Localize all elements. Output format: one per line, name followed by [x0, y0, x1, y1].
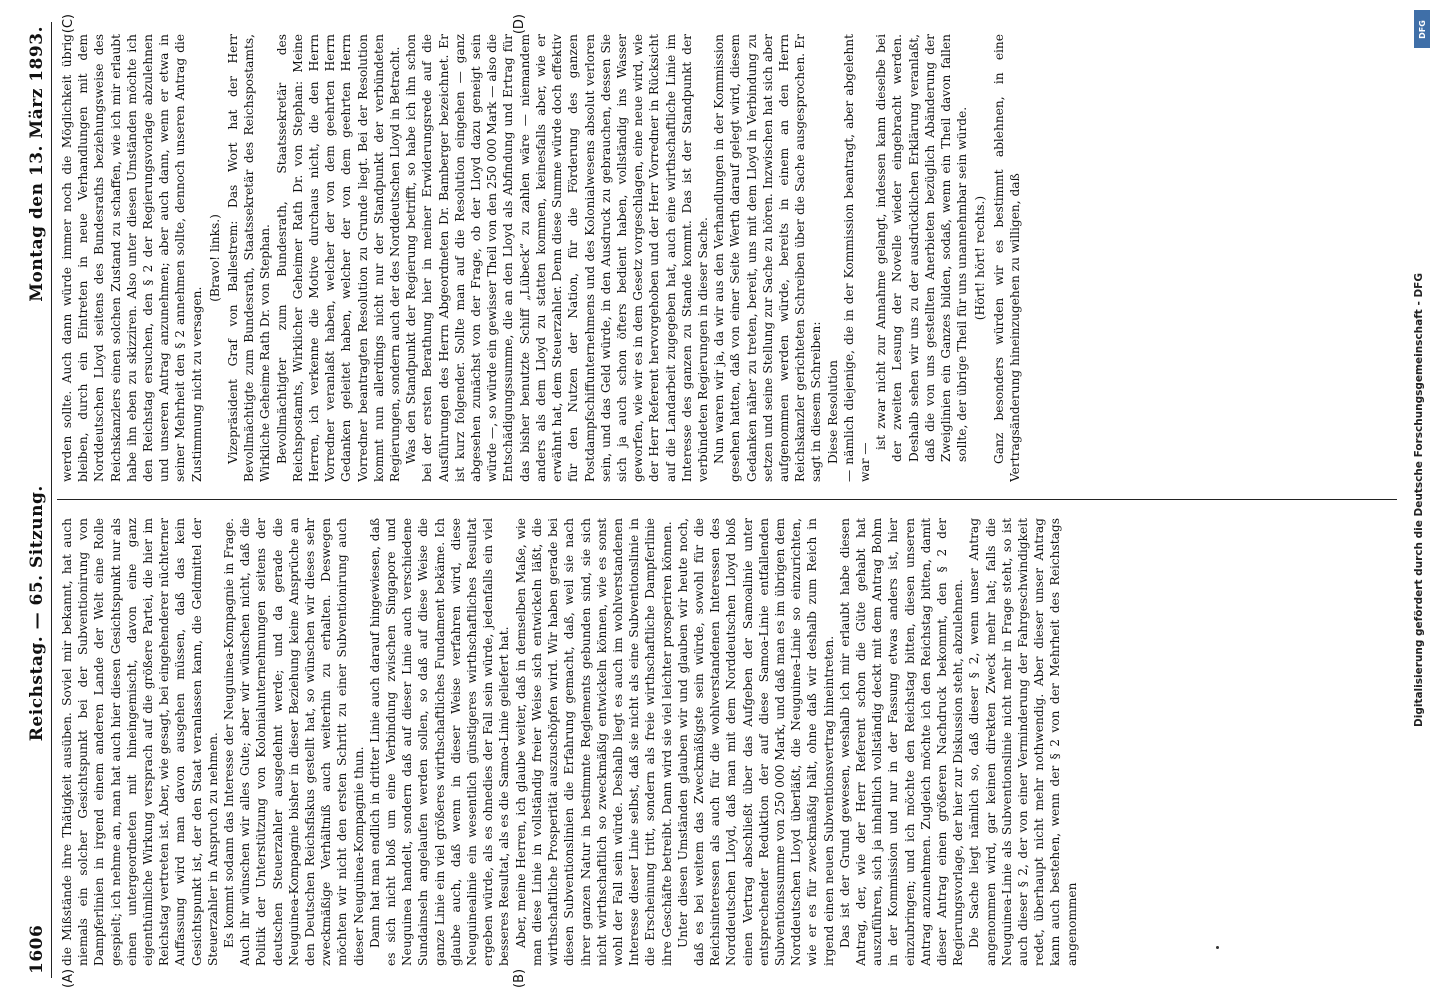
page-number: 1606 — [27, 924, 47, 974]
header-rule — [51, 22, 52, 978]
quote-aside: — nämlich diejenige, die in der Kommission beantragt, aber abgelehnt war — — [841, 34, 872, 482]
scan-speck — [1216, 946, 1219, 949]
paragraph: Die Sache liegt nämlich so, daß dieser § 2, wenn unser Antrag angenommen wird, gar keinen direkten Zweck mehr hat; falls die Neuguinea-Linie als Subventionslinie nicht mehr in Frage steht, so ist auch dieser § 2, der von einer Verminderung der Fahrgeschwindigkeit redet, überhaupt nicht mehr nothwendig. Aber dieser unser Antrag kann auch bestehen, wenn der § 2 von der Mehrheit des Reichstags angenommen — [967, 518, 1079, 966]
paragraph: Das ist der Grund gewesen, weshalb ich mir erlaubt habe diesen Antrag, der, wie der Herr Referent schon die Güte gehabt hat auszuführen, sich ja inhaltlich vollständig deckt mit dem Antrag Bohm in der Kommission und nur in der Fassung etwas anders ist, hier einzubringen; und ich möchte den Reichstag bitten, diesen unseren Antrag anzunehmen. Zugleich möchte ich den Reichstag bitten, damit dieser Antrag einen größeren Nachdruck bekommt, den § 2 der Regierungsvorlage, der hier zur Diskussion steht, abzulehnen. — [837, 518, 966, 966]
quotation: ist zwar nicht zur Annahme gelangt, indessen kann dieselbe bei der zweiten Lesung der Novelle wieder eingebracht werden. Deshalb sehen wir uns zu der ausdrücklichen Erklärung veranlaßt, daß die von uns gestellten Anerbieten bezüglich Abänderung der Zweiglinien ein Ganzes bilden, sodaß, wenn ein Theil davon fallen sollte, der übrige Theil für uns unannehmbar sein würde. — [874, 34, 970, 462]
paragraph: Nun waren wir ja, da wir aus den Verhandlungen in der Kommission gesehen hatten, daß von einer Seite Werth darauf gelegt wird, diesem Gedanken näher zu treten, bereit, uns mit dem Lloyd in Verbindung zu setzen und seine Stellung zur Sache zu hören. Inzwischen hat sich aber aufgenommen werden würde, bereits in einem an den Herrn Reichskanzler gerichteten Schreiben über die Sache ausgesprochen. Er sagt in diesem Schreiben: — [712, 34, 824, 482]
paragraph: Dann hat man endlich in dritter Linie auch darauf hingewiesen, daß es sich nicht bloß um eine Verbindung zwischen Singapore und Neuguinea handelt, sondern daß auf dieser Linie auch verschiedene Sundainseln angelaufen werden sollen, so daß auf diese Weise die ganze Linie ein viel größeres wirthschaftliches Fundament bekäme. Ich glaube auch, daß wenn in dieser Weise verfahren wird, diese Neuguinealinie ein wesentlich günstigeres wirthschaftliches Resultat ergeben würde, als es ohnedies der Fall sein würde, jedenfalls ein viel besseres Resultat, als es die Samoa-Linie geliefert hat. — [367, 518, 512, 966]
page-header — [7, 16, 47, 984]
paragraph: Ganz besonders würden wir es bestimmt ablehnen, in eine Vertragsänderung hineinzugehen zu willigen, daß — [991, 34, 1022, 482]
digitization-credit — [1408, 14, 1430, 986]
paragraph: Aber, meine Herren, ich glaube weiter, daß in demselben Maße, wie man diese Linie in vollständig freier Weise sich entwickeln läßt, die wirthschaftliche Prosperität auszuschöpfen wird. Wir haben gerade bei diesen Subventionslinien die Erfahrung gemacht, daß, weil sie nach ihrer ganzen Natur in bestimmte Reglements gebunden sind, sie sich nicht wirthschaftlich so zweckmäßig entwickeln können, wie es sonst wohl der Fall sein würde. Deshalb liegt es auch im wohlverstandenen Interesse dieser Linie selbst, daß sie nicht als eine Subventionslinie in die Erscheinung tritt, sondern als freie wirthschaftliche Dampferlinie ihre Geschäfte betreibt. Dann wird sie viel leichter prosperiren können. — [513, 518, 674, 966]
dfg-logo-text: DFG — [1417, 19, 1427, 39]
paragraph: Bevollmächtigter zum Bundesrath, Staatssekretär des Reichspostamts, Wirklicher Geheimer Rath Dr. von Stephan: Meine Herren, ich verkenne die Motive durchaus nicht, die den Herrn Vorredner veranlaßt haben, welcher der von dem geehrten Herrn Gedanken geleitet haben, welcher der von dem geehrten Herrn Vorredner beantragten Resolution zu Grunde liegt. Bei der Resolution kommt nun allerdings nicht nur der Standpunkt der verbündeten Regierungen, sondern auch der des Norddeutschen Lloyd in Betracht. — [274, 34, 403, 482]
margin-mark-d: (D) — [512, 14, 527, 35]
credit-text: Digitalisierung gefördert durch die Deutsche Forschungsgemeinschaft - DFG — [1413, 273, 1425, 727]
margin-mark-c: (C) — [61, 14, 76, 34]
quote-intro: Diese Resolution — [825, 360, 840, 464]
interjection: (Bravo! links.) — [207, 214, 222, 302]
paragraph: die Mißstände ihre Thätigkeit ausüben. Soviel mir bekannt, hat auch niemals ein solcher Gesichtspunkt bei der Subventionirung von Dampferlinien in irgend einem anderen Lande der Welt eine Rolle gespielt; ich nehme an, man hat auch hier diesen Gesichtspunkt nur als einen untergeordneten mit hineingemischt, davon eine ganz eigenthümliche Wirkung versprach auf die größere Partei, die hier im Reichstag vertreten ist. Aber, wie gesagt, bei eingehenderer nüchterner Auffassung wird man davon ausgehen müssen, daß das kein Gesichtspunkt ist, der den Staat veranlassen kann, die Geldmittel der Steuerzahler in Anspruch zu nehmen. — [60, 518, 220, 966]
margin-mark-b: (B) — [512, 968, 527, 988]
paragraph: werden sollte. Auch dann würde immer noch die Möglichkeit übrig bleiben, durch ein Eintreten in neue Verhandlungen mit dem Norddeutschen Lloyd seitens des Bundesraths beziehungsweise des Reichskanzlers einen solchen Zustand zu schaffen, wie ich mir erlaubt habe ihn eben zu skizziren. Also unter diesen Umständen möchte ich den Reichstag ersuchen, den § 2 der Regierungsvorlage abzulehnen und unseren Antrag anzunehmen; aber auch dann, wenn er etwa in seiner Mehrheit den § 2 annehmen sollte, dennoch unseren Antrag die Zustimmung nicht zu versagen. — [60, 34, 204, 482]
left-column — [59, 518, 1405, 966]
paragraph: Was den Standpunkt der Regierung betrifft, so habe ich ihn schon bei der ersten Berathung hier in meiner Erwiderungsrede auf die Ausführungen des Herrn Abgeordneten Dr. Bamberger bezeichnet. Er ist kurz folgender. Sollte man auf die Resolution eingehen — ganz abgesehen zunächst von der Frage, ob der Lloyd dazu geneigt sein würde —, so würde ein gewisser Theil von den 250 000 Mark — also die Entschädigungssumme, die an den Lloyd als Abfindung und Ertrag für das bisher benutzte Schiff „Lübeck“ zu zahlen wäre — niemandem anders als dem Lloyd zu statten kommen, keinesfalls aber, wie er erwähnt hat, dem Steuerzahler. Denn diese Summe würde doch effektiv für den Nutzen der Nation, für die Förderung des ganzen Postdampfschiffunternehmens und des Kolonialwesens absolut verloren sein, und das Geld würde, in den Ausdruck zu gebrauchen, dessen Sie sich ja auch schon öfters bedient haben, vollständig ins Wasser geworfen, wie wir es in dem Gesetz vorgeschlagen, eine neue wird, wie der Herr Referent hervorgehoben und der Herr Vorredner in Rücksicht auf die Landarbeit zugegeben hat, auch eine wirthschaftliche Linie im Interesse des ganzen zu Stande kommt. Das ist der Standpunkt der verbündeten Regierungen in dieser Sache. — [404, 34, 710, 482]
session-date: Montag den 13. März 1893. — [27, 26, 47, 302]
dfg-logo — [1414, 10, 1430, 48]
margin-mark-a: (A) — [61, 968, 76, 988]
paragraph: Unter diesen Umständen glauben wir und glauben wir heute noch, daß es bei weitem das Zweckmäßigste sein würde, sowohl für die Reichsinteressen als auch für die wohlverstandenen Interessen des Norddeutschen Lloyd, daß man mit dem Norddeutschen Lloyd bloß einen Vertrag abschließt über das Aufgeben der Samoalinie unter entsprechender Reduktion der auf diese Samoa-Linie entfallenden Subventionssumme von 250 000 Mark, und daß man es im übrigen dem Norddeutschen Lloyd überläßt, die Neuguinea-Linie so einzurichten, wie er es für zweckmäßig hält, ohne daß wir deshalb zum Reich in irgend einen neuen Subventionsvertrag hineintreten. — [675, 518, 836, 966]
scanned-page — [7, 14, 1425, 988]
paragraph: Es kommt sodann das Interesse der Neuguinea-Kompagnie in Frage. Auch ihr wünschen wir alles Gute; aber wir wünschen nicht, daß die Politik der Unterstützung von Kolonialunternehmungen seitens der deutschen Steuerzahler ausgedehnt werde; und da gerade die Neuguinea-Kompagnie bisher in dieser Beziehung keine Ansprüche an den Deutschen Reichsfiskus gestellt hat, so wünschen wir dieses sehr zweckmäßige Verhältniß auch weiterhin zu erhalten. Deswegen möchten wir nicht den ersten Schritt zu einer Subventionirung auch dieser Neuguinea-Kompagnie thun. — [222, 518, 366, 966]
right-column — [59, 34, 1405, 482]
interjection: (Hört! hört! rechts.) — [973, 195, 988, 321]
column-separator — [57, 499, 1397, 500]
session-title: Reichstag. — 65. Sitzung. — [27, 485, 47, 742]
speaker-announcement: Vizepräsident Graf von Ballestrem: Das Wort hat der Herr Bevollmächtigte zum Bundesrath, Staatssekretär des Reichspostamts, Wirkliche Geheime Rath Dr. von Stephan. — [226, 34, 273, 482]
